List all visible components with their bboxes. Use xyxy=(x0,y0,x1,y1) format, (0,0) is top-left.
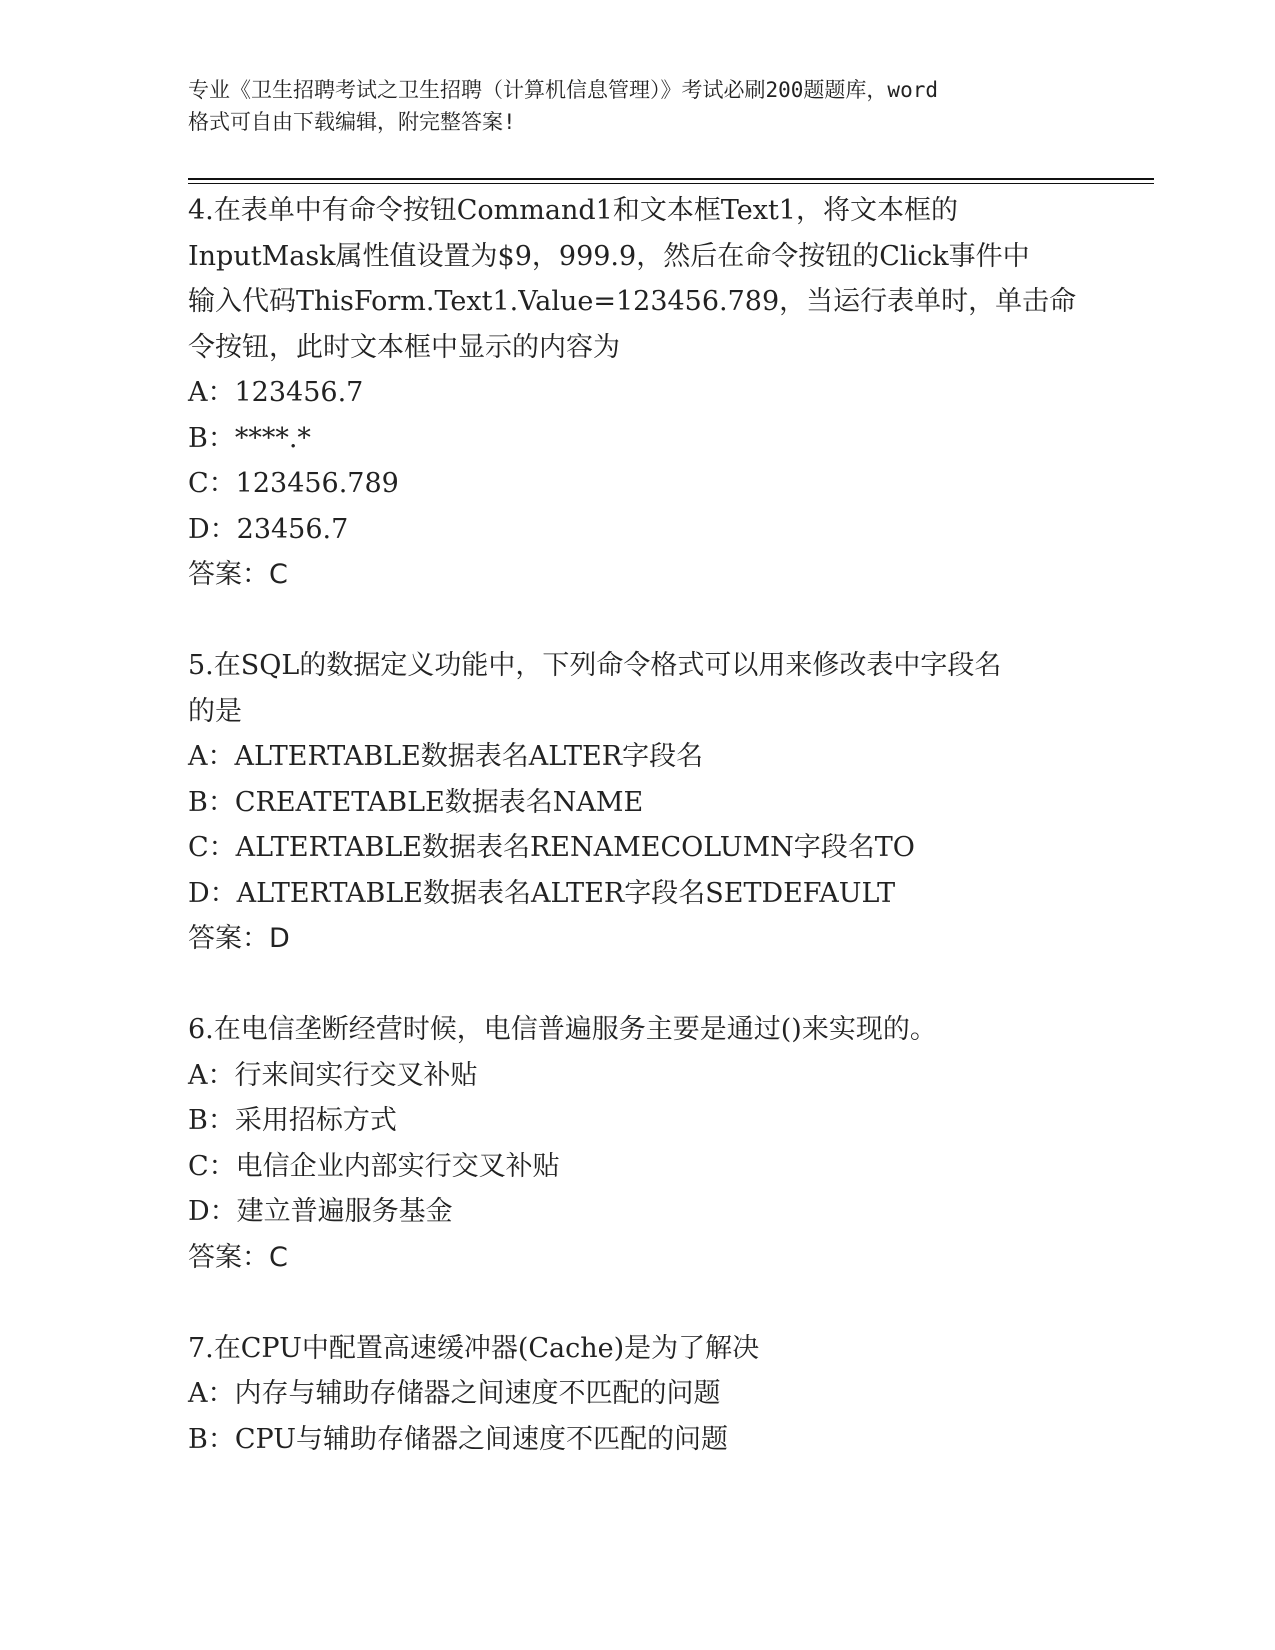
question-stem-line: 令按钮，此时文本框中显示的内容为 xyxy=(188,331,620,363)
question-5 xyxy=(188,643,1088,962)
option-b: B：CPU与辅助存储器之间速度不匹配的问题 xyxy=(188,1423,728,1455)
option-c: C：ALTERTABLE数据表名RENAMECOLUMN字段名TO xyxy=(188,832,915,863)
option-a: A：内存与辅助存储器之间速度不匹配的问题 xyxy=(188,1378,721,1409)
header-divider-thick xyxy=(188,178,1154,180)
document-header xyxy=(188,74,1108,138)
option-d: D：ALTERTABLE数据表名ALTER字段名SETDEFAULT xyxy=(188,877,896,909)
option-d: D：23456.7 xyxy=(188,513,349,545)
option-b: B：CREATETABLE数据表名NAME xyxy=(188,786,644,818)
answer-line: 答案：D xyxy=(188,923,290,954)
answer-line: 答案：C xyxy=(188,559,288,590)
header-line-1: 专业《卫生招聘考试之卫生招聘（计算机信息管理）》考试必刷200题题库，word xyxy=(188,78,938,102)
option-c: C：电信企业内部实行交叉补贴 xyxy=(188,1150,560,1182)
question-stem-line: 4.在表单中有命令按钮Command1和文本框Text1，将文本框的 xyxy=(188,195,958,226)
option-a: A：123456.7 xyxy=(188,377,364,408)
option-a: A：行来间实行交叉补贴 xyxy=(188,1059,478,1091)
question-stem-line: 5.在SQL的数据定义功能中，下列命令格式可以用来修改表中字段名 xyxy=(188,650,1002,681)
question-stem-line: InputMask属性值设置为$9，999.9，然后在命令按钮的Click事件中 xyxy=(188,240,1030,272)
question-stem-line: 7.在CPU中配置高速缓冲器(Cache)是为了解决 xyxy=(188,1332,760,1364)
option-b: B：采用招标方式 xyxy=(188,1105,397,1136)
option-b: B：****.* xyxy=(188,422,311,454)
header-divider-thin xyxy=(188,183,1154,184)
question-stem-line: 6.在电信垄断经营时候，电信普遍服务主要是通过()来实现的。 xyxy=(188,1014,937,1045)
question-7 xyxy=(188,1326,1088,1463)
question-stem-line: 输入代码ThisForm.Text1.Value=123456.789，当运行表单时，单击命 xyxy=(188,286,1077,317)
question-4 xyxy=(188,188,1088,598)
header-line-2: 格式可自由下载编辑，附完整答案! xyxy=(188,110,516,134)
question-stem-line: 的是 xyxy=(188,695,242,727)
question-list xyxy=(188,188,1088,1508)
option-d: D：建立普遍服务基金 xyxy=(188,1196,453,1227)
option-c: C：123456.789 xyxy=(188,468,399,499)
question-6 xyxy=(188,1007,1088,1280)
answer-line: 答案：C xyxy=(188,1241,288,1273)
option-a: A：ALTERTABLE数据表名ALTER字段名 xyxy=(188,741,704,772)
